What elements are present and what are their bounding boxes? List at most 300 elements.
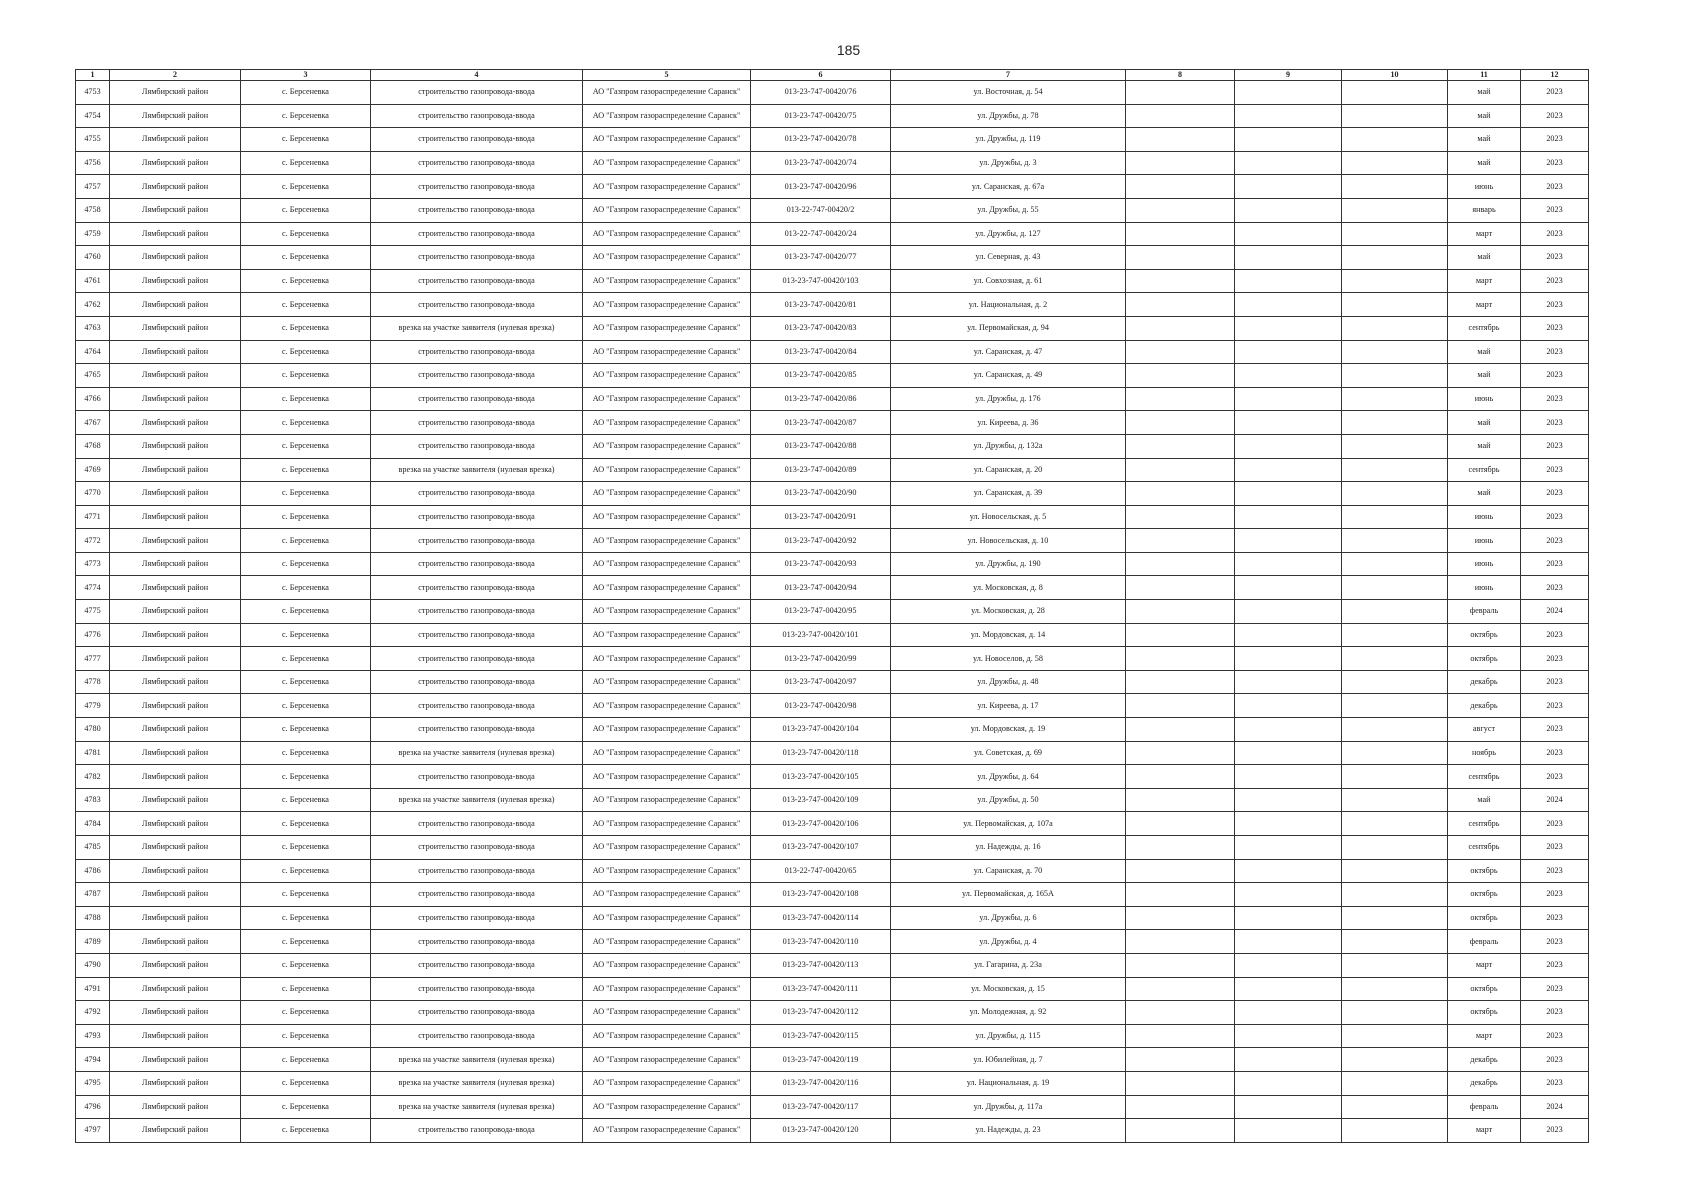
cell-col-number: 4758 <box>76 198 110 222</box>
cell-col-organization: АО "Газпром газораспределение Саранск" <box>583 1024 751 1048</box>
cell-col-10 <box>1342 198 1448 222</box>
cell-col-district: Лямбирский район <box>110 765 241 789</box>
cell-col-settlement: с. Берсеневка <box>241 246 371 270</box>
cell-col-work-type: строительство газопровода-ввода <box>371 222 583 246</box>
cell-col-settlement: с. Берсеневка <box>241 883 371 907</box>
cell-col-work-type: строительство газопровода-ввода <box>371 552 583 576</box>
cell-col-9 <box>1235 387 1342 411</box>
table-row <box>76 81 1589 105</box>
cell-col-number: 4788 <box>76 906 110 930</box>
cell-col-year: 2023 <box>1521 246 1589 270</box>
cell-col-9 <box>1235 883 1342 907</box>
cell-col-district: Лямбирский район <box>110 883 241 907</box>
cell-col-work-type: строительство газопровода-ввода <box>371 647 583 671</box>
cell-col-8 <box>1126 788 1235 812</box>
table-row <box>76 788 1589 812</box>
cell-col-month: июнь <box>1448 387 1521 411</box>
cell-col-8 <box>1126 1095 1235 1119</box>
cell-col-year: 2023 <box>1521 906 1589 930</box>
cell-col-settlement: с. Берсеневка <box>241 1024 371 1048</box>
cell-col-organization: АО "Газпром газораспределение Саранск" <box>583 788 751 812</box>
cell-col-9 <box>1235 977 1342 1001</box>
cell-col-number: 4790 <box>76 953 110 977</box>
table-row <box>76 741 1589 765</box>
cell-col-address: ул. Первомайская, д. 165А <box>891 883 1126 907</box>
cell-col-address: ул. Юбилейная, д. 7 <box>891 1048 1126 1072</box>
cell-col-district: Лямбирский район <box>110 694 241 718</box>
cell-col-number: 4771 <box>76 505 110 529</box>
cell-col-year: 2023 <box>1521 552 1589 576</box>
cell-col-code: 013-23-747-00420/120 <box>751 1119 891 1143</box>
cell-col-district: Лямбирский район <box>110 81 241 105</box>
cell-col-address: ул. Национальная, д. 19 <box>891 1071 1126 1095</box>
cell-col-number: 4796 <box>76 1095 110 1119</box>
cell-col-9 <box>1235 576 1342 600</box>
cell-col-code: 013-23-747-00420/98 <box>751 694 891 718</box>
table-row <box>76 859 1589 883</box>
table-row <box>76 836 1589 860</box>
cell-col-organization: АО "Газпром газораспределение Саранск" <box>583 81 751 105</box>
table-row <box>76 600 1589 624</box>
cell-col-8 <box>1126 1119 1235 1143</box>
cell-col-code: 013-23-747-00420/108 <box>751 883 891 907</box>
cell-col-8 <box>1126 765 1235 789</box>
cell-col-10 <box>1342 151 1448 175</box>
cell-col-8 <box>1126 387 1235 411</box>
cell-col-organization: АО "Газпром газораспределение Саранск" <box>583 175 751 199</box>
table-row <box>76 529 1589 553</box>
cell-col-organization: АО "Газпром газораспределение Саранск" <box>583 906 751 930</box>
cell-col-district: Лямбирский район <box>110 953 241 977</box>
cell-col-8 <box>1126 812 1235 836</box>
table-row <box>76 883 1589 907</box>
cell-col-9 <box>1235 600 1342 624</box>
cell-col-month: декабрь <box>1448 1071 1521 1095</box>
cell-col-district: Лямбирский район <box>110 151 241 175</box>
cell-col-10 <box>1342 741 1448 765</box>
cell-col-organization: АО "Газпром газораспределение Саранск" <box>583 836 751 860</box>
cell-col-code: 013-23-747-00420/88 <box>751 434 891 458</box>
cell-col-9 <box>1235 128 1342 152</box>
cell-col-8 <box>1126 576 1235 600</box>
cell-col-code: 013-23-747-00420/113 <box>751 953 891 977</box>
header-col-9: 9 <box>1235 70 1342 81</box>
cell-col-year: 2023 <box>1521 623 1589 647</box>
table-row <box>76 128 1589 152</box>
cell-col-10 <box>1342 930 1448 954</box>
cell-col-8 <box>1126 600 1235 624</box>
cell-col-work-type: врезка на участке заявителя (нулевая врезка) <box>371 741 583 765</box>
cell-col-code: 013-23-747-00420/75 <box>751 104 891 128</box>
cell-col-number: 4789 <box>76 930 110 954</box>
cell-col-district: Лямбирский район <box>110 741 241 765</box>
cell-col-year: 2023 <box>1521 505 1589 529</box>
cell-col-code: 013-23-747-00420/107 <box>751 836 891 860</box>
cell-col-code: 013-22-747-00420/2 <box>751 198 891 222</box>
table-row <box>76 1001 1589 1025</box>
cell-col-district: Лямбирский район <box>110 175 241 199</box>
cell-col-number: 4764 <box>76 340 110 364</box>
cell-col-year: 2023 <box>1521 883 1589 907</box>
cell-col-8 <box>1126 1048 1235 1072</box>
cell-col-work-type: строительство газопровода-ввода <box>371 151 583 175</box>
cell-col-number: 4766 <box>76 387 110 411</box>
cell-col-8 <box>1126 458 1235 482</box>
cell-col-code: 013-23-747-00420/99 <box>751 647 891 671</box>
cell-col-9 <box>1235 812 1342 836</box>
cell-col-settlement: с. Берсеневка <box>241 906 371 930</box>
cell-col-month: май <box>1448 482 1521 506</box>
cell-col-10 <box>1342 293 1448 317</box>
table-row <box>76 552 1589 576</box>
cell-col-settlement: с. Берсеневка <box>241 505 371 529</box>
cell-col-work-type: строительство газопровода-ввода <box>371 175 583 199</box>
cell-col-organization: АО "Газпром газораспределение Саранск" <box>583 104 751 128</box>
cell-col-9 <box>1235 151 1342 175</box>
cell-col-address: ул. Надежды, д. 16 <box>891 836 1126 860</box>
cell-col-address: ул. Первомайская, д. 107а <box>891 812 1126 836</box>
cell-col-year: 2024 <box>1521 600 1589 624</box>
cell-col-number: 4755 <box>76 128 110 152</box>
cell-col-8 <box>1126 741 1235 765</box>
cell-col-district: Лямбирский район <box>110 1071 241 1095</box>
cell-col-district: Лямбирский район <box>110 600 241 624</box>
cell-col-8 <box>1126 505 1235 529</box>
cell-col-address: ул. Новосельская, д. 10 <box>891 529 1126 553</box>
cell-col-9 <box>1235 623 1342 647</box>
cell-col-address: ул. Мордовская, д. 19 <box>891 718 1126 742</box>
cell-col-district: Лямбирский район <box>110 222 241 246</box>
cell-col-work-type: строительство газопровода-ввода <box>371 812 583 836</box>
cell-col-month: декабрь <box>1448 670 1521 694</box>
cell-col-work-type: строительство газопровода-ввода <box>371 411 583 435</box>
cell-col-year: 2023 <box>1521 859 1589 883</box>
cell-col-10 <box>1342 1119 1448 1143</box>
cell-col-district: Лямбирский район <box>110 552 241 576</box>
cell-col-code: 013-23-747-00420/77 <box>751 246 891 270</box>
cell-col-code: 013-23-747-00420/87 <box>751 411 891 435</box>
cell-col-8 <box>1126 151 1235 175</box>
cell-col-month: сентябрь <box>1448 836 1521 860</box>
cell-col-code: 013-23-747-00420/90 <box>751 482 891 506</box>
cell-col-code: 013-23-747-00420/114 <box>751 906 891 930</box>
cell-col-work-type: строительство газопровода-ввода <box>371 953 583 977</box>
cell-col-month: март <box>1448 222 1521 246</box>
cell-col-year: 2023 <box>1521 387 1589 411</box>
cell-col-organization: АО "Газпром газораспределение Саранск" <box>583 222 751 246</box>
cell-col-settlement: с. Берсеневка <box>241 1001 371 1025</box>
cell-col-district: Лямбирский район <box>110 434 241 458</box>
cell-col-code: 013-23-747-00420/86 <box>751 387 891 411</box>
cell-col-district: Лямбирский район <box>110 293 241 317</box>
cell-col-year: 2023 <box>1521 151 1589 175</box>
cell-col-organization: АО "Газпром газораспределение Саранск" <box>583 434 751 458</box>
cell-col-district: Лямбирский район <box>110 128 241 152</box>
cell-col-settlement: с. Берсеневка <box>241 151 371 175</box>
cell-col-number: 4791 <box>76 977 110 1001</box>
cell-col-code: 013-23-747-00420/83 <box>751 316 891 340</box>
cell-col-year: 2023 <box>1521 953 1589 977</box>
cell-col-month: февраль <box>1448 1095 1521 1119</box>
cell-col-9 <box>1235 293 1342 317</box>
cell-col-address: ул. Саранская, д. 47 <box>891 340 1126 364</box>
cell-col-year: 2023 <box>1521 411 1589 435</box>
cell-col-work-type: строительство газопровода-ввода <box>371 340 583 364</box>
cell-col-work-type: строительство газопровода-ввода <box>371 246 583 270</box>
cell-col-month: март <box>1448 269 1521 293</box>
cell-col-number: 4765 <box>76 364 110 388</box>
cell-col-district: Лямбирский район <box>110 718 241 742</box>
cell-col-10 <box>1342 552 1448 576</box>
cell-col-number: 4775 <box>76 600 110 624</box>
cell-col-address: ул. Дружбы, д. 117а <box>891 1095 1126 1119</box>
cell-col-year: 2023 <box>1521 529 1589 553</box>
cell-col-9 <box>1235 788 1342 812</box>
cell-col-work-type: строительство газопровода-ввода <box>371 434 583 458</box>
cell-col-address: ул. Дружбы, д. 127 <box>891 222 1126 246</box>
cell-col-organization: АО "Газпром газораспределение Саранск" <box>583 600 751 624</box>
cell-col-number: 4777 <box>76 647 110 671</box>
table-row <box>76 175 1589 199</box>
cell-col-year: 2023 <box>1521 836 1589 860</box>
cell-col-district: Лямбирский район <box>110 316 241 340</box>
cell-col-year: 2023 <box>1521 718 1589 742</box>
cell-col-10 <box>1342 246 1448 270</box>
cell-col-settlement: с. Берсеневка <box>241 977 371 1001</box>
header-col-year: 12 <box>1521 70 1589 81</box>
cell-col-10 <box>1342 953 1448 977</box>
cell-col-settlement: с. Берсеневка <box>241 387 371 411</box>
cell-col-settlement: с. Берсеневка <box>241 623 371 647</box>
cell-col-month: сентябрь <box>1448 316 1521 340</box>
cell-col-organization: АО "Газпром газораспределение Саранск" <box>583 340 751 364</box>
cell-col-8 <box>1126 316 1235 340</box>
cell-col-9 <box>1235 340 1342 364</box>
cell-col-10 <box>1342 1048 1448 1072</box>
cell-col-9 <box>1235 434 1342 458</box>
cell-col-month: сентябрь <box>1448 765 1521 789</box>
cell-col-work-type: строительство газопровода-ввода <box>371 836 583 860</box>
cell-col-number: 4772 <box>76 529 110 553</box>
cell-col-work-type: строительство газопровода-ввода <box>371 1119 583 1143</box>
cell-col-9 <box>1235 836 1342 860</box>
cell-col-settlement: с. Берсеневка <box>241 364 371 388</box>
cell-col-district: Лямбирский район <box>110 246 241 270</box>
cell-col-month: май <box>1448 434 1521 458</box>
table-row <box>76 1071 1589 1095</box>
cell-col-code: 013-23-747-00420/84 <box>751 340 891 364</box>
cell-col-district: Лямбирский район <box>110 505 241 529</box>
cell-col-settlement: с. Берсеневка <box>241 741 371 765</box>
cell-col-work-type: строительство газопровода-ввода <box>371 104 583 128</box>
cell-col-10 <box>1342 623 1448 647</box>
cell-col-9 <box>1235 1001 1342 1025</box>
cell-col-8 <box>1126 411 1235 435</box>
page-number: 185 <box>836 42 861 58</box>
cell-col-month: октябрь <box>1448 1001 1521 1025</box>
cell-col-work-type: строительство газопровода-ввода <box>371 128 583 152</box>
cell-col-work-type: врезка на участке заявителя (нулевая врезка) <box>371 1095 583 1119</box>
cell-col-address: ул. Молодежная, д. 92 <box>891 1001 1126 1025</box>
table-row <box>76 316 1589 340</box>
cell-col-number: 4770 <box>76 482 110 506</box>
cell-col-year: 2023 <box>1521 434 1589 458</box>
cell-col-address: ул. Восточная, д. 54 <box>891 81 1126 105</box>
cell-col-settlement: с. Берсеневка <box>241 836 371 860</box>
cell-col-year: 2023 <box>1521 104 1589 128</box>
cell-col-organization: АО "Газпром газораспределение Саранск" <box>583 977 751 1001</box>
cell-col-organization: АО "Газпром газораспределение Саранск" <box>583 529 751 553</box>
cell-col-organization: АО "Газпром газораспределение Саранск" <box>583 411 751 435</box>
cell-col-10 <box>1342 340 1448 364</box>
cell-col-organization: АО "Газпром газораспределение Саранск" <box>583 1095 751 1119</box>
cell-col-organization: АО "Газпром газораспределение Саранск" <box>583 953 751 977</box>
table-row <box>76 953 1589 977</box>
cell-col-address: ул. Дружбы, д. 55 <box>891 198 1126 222</box>
cell-col-work-type: строительство газопровода-ввода <box>371 293 583 317</box>
cell-col-district: Лямбирский район <box>110 623 241 647</box>
cell-col-10 <box>1342 694 1448 718</box>
table-row <box>76 340 1589 364</box>
cell-col-settlement: с. Берсеневка <box>241 128 371 152</box>
cell-col-address: ул. Дружбы, д. 190 <box>891 552 1126 576</box>
cell-col-month: июнь <box>1448 175 1521 199</box>
cell-col-number: 4760 <box>76 246 110 270</box>
cell-col-number: 4779 <box>76 694 110 718</box>
cell-col-8 <box>1126 340 1235 364</box>
cell-col-work-type: строительство газопровода-ввода <box>371 623 583 647</box>
cell-col-number: 4773 <box>76 552 110 576</box>
cell-col-address: ул. Саранская, д. 70 <box>891 859 1126 883</box>
cell-col-10 <box>1342 647 1448 671</box>
table-row <box>76 812 1589 836</box>
cell-col-organization: АО "Газпром газораспределение Саранск" <box>583 505 751 529</box>
cell-col-year: 2023 <box>1521 458 1589 482</box>
cell-col-10 <box>1342 316 1448 340</box>
cell-col-code: 013-23-747-00420/94 <box>751 576 891 600</box>
cell-col-address: ул. Национальная, д. 2 <box>891 293 1126 317</box>
cell-col-year: 2023 <box>1521 269 1589 293</box>
cell-col-organization: АО "Газпром газораспределение Саранск" <box>583 198 751 222</box>
cell-col-number: 4780 <box>76 718 110 742</box>
cell-col-year: 2023 <box>1521 316 1589 340</box>
cell-col-settlement: с. Берсеневка <box>241 175 371 199</box>
cell-col-10 <box>1342 859 1448 883</box>
cell-col-code: 013-23-747-00420/93 <box>751 552 891 576</box>
cell-col-organization: АО "Газпром газораспределение Саранск" <box>583 576 751 600</box>
cell-col-work-type: врезка на участке заявителя (нулевая врезка) <box>371 1048 583 1072</box>
cell-col-number: 4795 <box>76 1071 110 1095</box>
cell-col-10 <box>1342 222 1448 246</box>
cell-col-code: 013-23-747-00420/92 <box>751 529 891 553</box>
cell-col-organization: АО "Газпром газораспределение Саранск" <box>583 741 751 765</box>
cell-col-work-type: строительство газопровода-ввода <box>371 81 583 105</box>
cell-col-code: 013-23-747-00420/118 <box>751 741 891 765</box>
cell-col-9 <box>1235 81 1342 105</box>
cell-col-month: февраль <box>1448 600 1521 624</box>
cell-col-address: ул. Дружбы, д. 6 <box>891 906 1126 930</box>
cell-col-code: 013-23-747-00420/112 <box>751 1001 891 1025</box>
header-col-number: 1 <box>76 70 110 81</box>
cell-col-code: 013-23-747-00420/76 <box>751 81 891 105</box>
cell-col-address: ул. Дружбы, д. 132а <box>891 434 1126 458</box>
cell-col-8 <box>1126 930 1235 954</box>
cell-col-address: ул. Саранская, д. 39 <box>891 482 1126 506</box>
cell-col-district: Лямбирский район <box>110 458 241 482</box>
cell-col-district: Лямбирский район <box>110 812 241 836</box>
cell-col-address: ул. Дружбы, д. 48 <box>891 670 1126 694</box>
cell-col-10 <box>1342 1024 1448 1048</box>
cell-col-9 <box>1235 741 1342 765</box>
cell-col-9 <box>1235 670 1342 694</box>
cell-col-code: 013-23-747-00420/119 <box>751 1048 891 1072</box>
cell-col-8 <box>1126 222 1235 246</box>
data-table <box>75 69 1589 1143</box>
cell-col-year: 2023 <box>1521 1001 1589 1025</box>
cell-col-9 <box>1235 482 1342 506</box>
cell-col-8 <box>1126 647 1235 671</box>
cell-col-work-type: строительство газопровода-ввода <box>371 269 583 293</box>
cell-col-8 <box>1126 104 1235 128</box>
cell-col-10 <box>1342 765 1448 789</box>
cell-col-work-type: строительство газопровода-ввода <box>371 859 583 883</box>
table-row <box>76 1048 1589 1072</box>
cell-col-10 <box>1342 411 1448 435</box>
cell-col-10 <box>1342 1001 1448 1025</box>
cell-col-9 <box>1235 1095 1342 1119</box>
cell-col-9 <box>1235 529 1342 553</box>
cell-col-work-type: строительство газопровода-ввода <box>371 198 583 222</box>
cell-col-number: 4754 <box>76 104 110 128</box>
cell-col-number: 4767 <box>76 411 110 435</box>
cell-col-work-type: строительство газопровода-ввода <box>371 930 583 954</box>
cell-col-number: 4781 <box>76 741 110 765</box>
cell-col-month: июнь <box>1448 529 1521 553</box>
cell-col-code: 013-23-747-00420/104 <box>751 718 891 742</box>
cell-col-9 <box>1235 198 1342 222</box>
cell-col-month: июнь <box>1448 576 1521 600</box>
cell-col-number: 4768 <box>76 434 110 458</box>
cell-col-district: Лямбирский район <box>110 647 241 671</box>
cell-col-settlement: с. Берсеневка <box>241 859 371 883</box>
cell-col-month: февраль <box>1448 930 1521 954</box>
cell-col-settlement: с. Берсеневка <box>241 812 371 836</box>
cell-col-8 <box>1126 859 1235 883</box>
header-row <box>76 70 1589 81</box>
cell-col-organization: АО "Газпром газораспределение Саранск" <box>583 482 751 506</box>
cell-col-organization: АО "Газпром газораспределение Саранск" <box>583 718 751 742</box>
cell-col-year: 2023 <box>1521 1048 1589 1072</box>
cell-col-month: ноябрь <box>1448 741 1521 765</box>
table-row <box>76 1119 1589 1143</box>
cell-col-settlement: с. Берсеневка <box>241 600 371 624</box>
cell-col-code: 013-23-747-00420/103 <box>751 269 891 293</box>
cell-col-year: 2023 <box>1521 812 1589 836</box>
cell-col-month: октябрь <box>1448 977 1521 1001</box>
cell-col-code: 013-23-747-00420/111 <box>751 977 891 1001</box>
cell-col-number: 4794 <box>76 1048 110 1072</box>
cell-col-number: 4786 <box>76 859 110 883</box>
cell-col-9 <box>1235 694 1342 718</box>
cell-col-9 <box>1235 505 1342 529</box>
cell-col-organization: АО "Газпром газораспределение Саранск" <box>583 647 751 671</box>
cell-col-work-type: строительство газопровода-ввода <box>371 387 583 411</box>
cell-col-month: октябрь <box>1448 647 1521 671</box>
table-row <box>76 765 1589 789</box>
cell-col-district: Лямбирский район <box>110 411 241 435</box>
cell-col-organization: АО "Газпром газораспределение Саранск" <box>583 128 751 152</box>
cell-col-10 <box>1342 812 1448 836</box>
